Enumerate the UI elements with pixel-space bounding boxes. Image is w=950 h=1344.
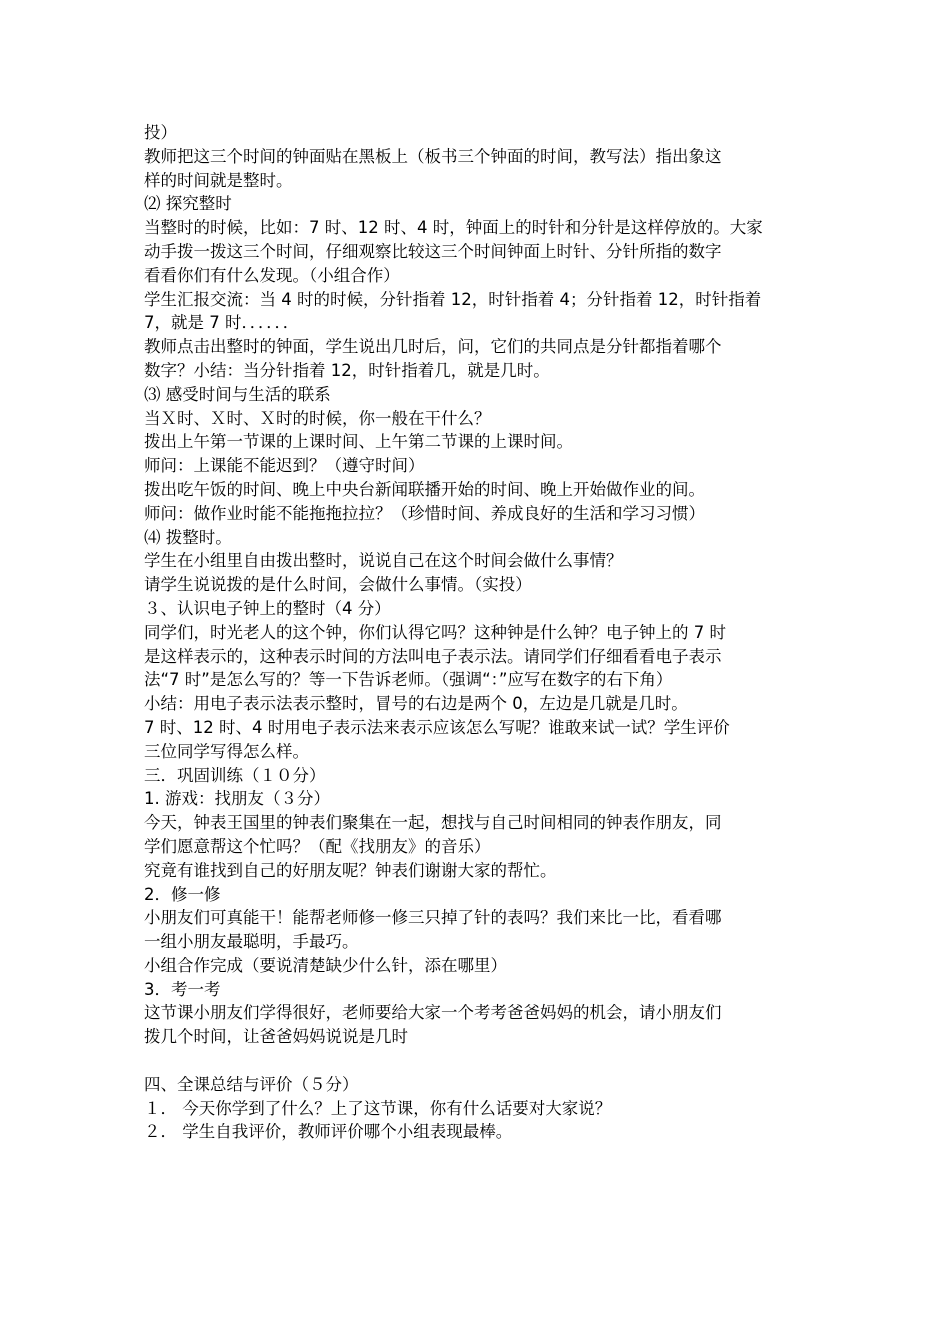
text-line: 动手拨一拨这三个时间，仔细观察比较这三个时间钟面上时针、分针所指的数字: [144, 241, 722, 261]
section-heading: ⑶ 感受时间与生活的联系: [144, 384, 331, 404]
text-line: 请学生说说拨的是什么时间，会做什么事情。（实投）: [144, 575, 532, 595]
section-heading: 3．考一考: [144, 979, 221, 999]
text-line: 同学们，时光老人的这个钟，你们认得它吗？这种钟是什么钟？电子钟上的 7 时: [144, 622, 726, 642]
text-line: 当整时的时候，比如：7 时、12 时、4 时，钟面上的时针和分针是这样停放的。大家: [144, 218, 763, 238]
text-line: 学生在小组里自由拨出整时，说说自己在这个时间会做什么事情？: [144, 551, 623, 571]
text-line: 这节课小朋友们学得很好，老师要给大家一个考考爸爸妈妈的机会，请小朋友们: [144, 1003, 722, 1023]
section-heading: 四、全课总结与评价（５分）: [144, 1074, 359, 1094]
text-line: 小结：用电子表示法表示整时，冒号的右边是两个 0，左边是几就是几时。: [144, 694, 688, 714]
text-line: 7，就是 7 时．．．．．．: [144, 313, 300, 333]
text-line: ２． 学生自我评价，教师评价哪个小组表现最棒。: [144, 1122, 513, 1142]
text-line: 教师点击出整时的钟面，学生说出几时后，问，它们的共同点是分针都指着哪个: [144, 337, 722, 357]
text-line: 小组合作完成（要说清楚缺少什么针，添在哪里）: [144, 955, 507, 975]
document-page: [144, 121, 810, 1144]
section-heading: ⑵ 探究整时: [144, 194, 232, 214]
text-line: 当Ｘ时、Ｘ时、Ｘ时的时候，你一般在干什么？: [144, 408, 491, 428]
text-line: 三位同学写得怎么样。: [144, 741, 309, 761]
section-heading: 2．修一修: [144, 884, 221, 904]
text-line: 看看你们有什么发现。（小组合作）: [144, 265, 400, 285]
text-line: 今天，钟表王国里的钟表们聚集在一起，想找与自己时间相同的钟表作朋友，同: [144, 813, 722, 833]
section-heading: ３、认识电子钟上的整时（4 分）: [144, 598, 391, 618]
text-line: 学生汇报交流：当 4 时的时候，分针指着 12，时针指着 4；分针指着 12，时针指着: [144, 289, 762, 309]
text-line: 数字？小结：当分针指着 12，时针指着几，就是几时。: [144, 360, 550, 380]
blank-line: [144, 1049, 810, 1073]
text-line: 拨出吃午饭的时间、晚上中央台新闻联播开始的时间、晚上开始做作业的间。: [144, 479, 705, 499]
section-heading: ⑷ 拨整时。: [144, 527, 232, 547]
text-line: １． 今天你学到了什么？上了这节课，你有什么话要对大家说？: [144, 1098, 612, 1118]
text-line: 师问：上课能不能迟到？（遵守时间）: [144, 456, 425, 476]
text-line: 教师把这三个时间的钟面贴在黑板上（板书三个钟面的时间，教写法）指出象这: [144, 146, 722, 166]
section-heading: 三．巩固训练（１０分）: [144, 765, 326, 785]
text-line: 是这样表示的，这种表示时间的方法叫电子表示法。请同学们仔细看看电子表示: [144, 646, 722, 666]
text-line: 7 时、12 时、4 时用电子表示法来表示应该怎么写呢？谁敢来试一试？学生评价: [144, 717, 730, 737]
text-line: 一组小朋友最聪明，手最巧。: [144, 932, 359, 952]
text-line: 学们愿意帮这个忙吗？（配《找朋友》的音乐）: [144, 836, 491, 856]
section-heading: 1. 游戏：找朋友（３分）: [144, 789, 330, 809]
text-line: 小朋友们可真能干！能帮老师修一修三只掉了针的表吗？我们来比一比，看看哪: [144, 908, 722, 928]
text-line: 法“7 时”是怎么写的？等一下告诉老师。（强调“：”应写在数字的右下角）: [144, 670, 673, 690]
text-line: 投）: [144, 123, 177, 142]
text-line: 师问：做作业时能不能拖拖拉拉？（珍惜时间、养成良好的生活和学习习惯）: [144, 503, 705, 523]
text-line: 拨几个时间，让爸爸妈妈说说是几时: [144, 1027, 408, 1047]
text-line: 究竟有谁找到自己的好朋友呢？钟表们谢谢大家的帮忙。: [144, 860, 557, 880]
text-line: 拨出上午第一节课的上课时间、上午第二节课的上课时间。: [144, 432, 573, 452]
text-line: 样的时间就是整时。: [144, 170, 293, 190]
